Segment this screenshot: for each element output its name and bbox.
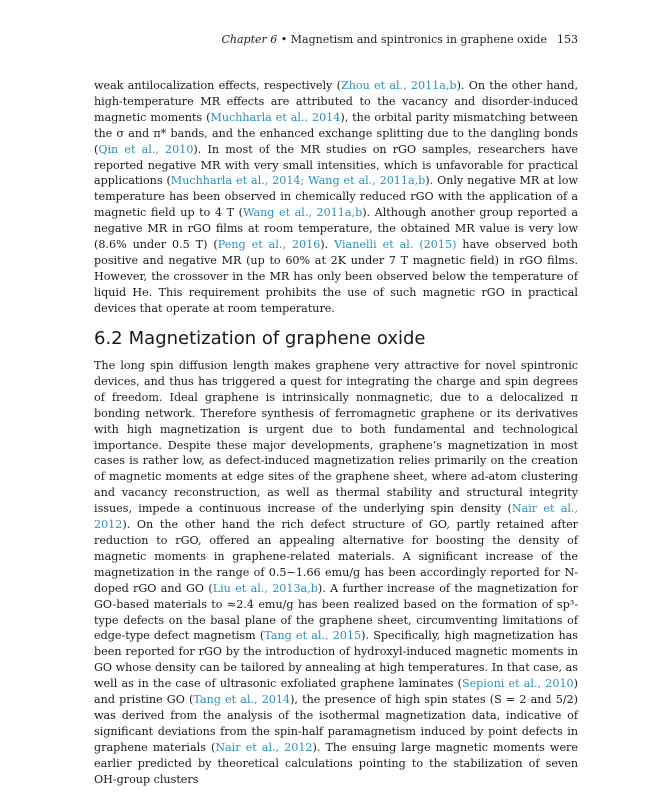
paragraph-text: ). In most of the MR studies on rGO samples, researchers have reported negative MR with very small intensities, which is unfavorable for practical applications ( xyxy=(94,142,578,188)
section-title: Magnetization of graphene oxide xyxy=(128,328,426,349)
paragraph-text: ) and pristine GO ( xyxy=(94,677,578,707)
paragraph-text: ). On the other hand, high-temperature MR effects are attributed to the vacancy and disorder-induced magnetic moments ( xyxy=(94,79,578,124)
citation-link[interactable]: Sepioni et al., 2010 xyxy=(461,677,574,691)
citation-link[interactable]: Vianelli et al. (2015) xyxy=(334,238,457,252)
paragraph-text: have observed both positive and negative MR (up to 60% at 2K under 7 T magnetic field) in rGO films. However, the crossover in the MR has only been observed below the temperature of liquid He. This requirement prohibits the use of such magnetic rGO in practical devices that operate at room temperature. xyxy=(94,238,579,315)
paragraph-text: The long spin diffusion length makes graphene very attractive for novel spintronic devices, and thus has triggered a quest for integrating the charge and spin degrees of freedom. Ideal graphene is intrinsically nonmagnetic, due to a delocalized π bonding network. Therefore synthesis of ferromagnetic graphene or its derivatives with high magnetization is urgent due to both fundamental and technological importance. Despite these major developments, graphene’s magnetization in most cases is rather low, as defect-induced magnetization relies primarily on the creation of magnetic moments at edge sites of the graphene sheet, where ad-atom clustering and vacancy reconstruction, as well as thermal stability and structural integrity issues, impede a continuous increase of the underlying spin density ( xyxy=(94,359,578,516)
chapter-label: Chapter 6 xyxy=(221,33,278,46)
citation-link[interactable]: Liu et al., 2013a,b xyxy=(212,581,318,595)
citation-link[interactable]: Muchharla et al., 2014 xyxy=(210,110,341,124)
citation-link[interactable]: Peng et al., 2016 xyxy=(217,238,321,252)
section-heading xyxy=(94,328,426,350)
citation-link[interactable]: Tang et al., 2015 xyxy=(264,629,362,643)
citation-link[interactable]: Zhou et al., 2011a,b xyxy=(340,79,457,92)
chapter-title: Magnetism and spintronics in graphene oxide xyxy=(290,33,547,46)
paragraph-text: ). The ensuing large magnetic moments were earlier predicted by theoretical calculations pointing to the stabilization of seven OH-group clusters xyxy=(94,740,578,786)
page-number: 153 xyxy=(557,33,578,46)
citation-link[interactable]: Wang et al., 2011a,b xyxy=(242,206,363,220)
section-number: 6.2 xyxy=(94,328,123,349)
paragraph-text: ), the orbital parity mismatching between the σ and π* bands, and the enhanced exchange splitting due to the dangling bonds ( xyxy=(94,110,578,156)
paragraph-text: ). A further increase of the magnetization for GO-based materials to ≈2.4 emu/g has been realized based on the formation of sp³-type defects on the basal plane of the graphene sheet, circumventing limitations of edge-type defect magnetism ( xyxy=(94,581,579,643)
citation-link[interactable]: Nair et al., 2012 xyxy=(215,740,313,754)
running-header xyxy=(94,33,578,46)
paragraph-text: ). Only negative MR at low temperature has been observed in chemically reduced rGO with the application of a magnetic field up to 4 T ( xyxy=(94,174,578,220)
paragraph-text: weak antilocalization effects, respectively ( xyxy=(94,79,341,92)
paragraph-text: ). Although another group reported a negative MR in rGO films at room temperature, the obtained MR value is very low (8.6% under 0.5 T) ( xyxy=(94,206,578,252)
citation-link[interactable]: Nair et al., 2012 xyxy=(94,502,579,532)
body-paragraph-1 xyxy=(94,78,578,317)
paragraph-text: ). xyxy=(320,238,335,252)
paragraph-text: ). Specifically, high magnetization has been reported for rGO by the introduction of hydroxyl-induced magnetic moments in GO whose density can be tailored by annealing at high temperatures. In that case, as well as in the case of ultrasonic exfoliated graphene laminates ( xyxy=(94,629,578,691)
body-paragraph-2 xyxy=(94,358,578,787)
citation-link[interactable]: Qin et al., 2010 xyxy=(98,142,194,156)
header-separator: • xyxy=(277,33,291,46)
paragraph-text: ). On the other hand the rich defect structure of GO, partly retained after reduction to rGO, offered an appealing alternative for boosting the density of magnetic moments in graphene-related materials. A significant increase of the magnetization in the range of 0.5−1.66 emu/g has been accordingly reported for N-doped rGO and GO ( xyxy=(94,518,578,595)
citation-link[interactable]: Muchharla et al., 2014; Wang et al., 2011a,b xyxy=(170,174,426,188)
paragraph-text: ), the presence of high spin states (S = 2 and 5/2) was derived from the analysis of the isothermal magnetization data, indicative of significant deviations from the spin-half paramagnetism induced by point defects in graphene materials ( xyxy=(94,693,579,754)
citation-link[interactable]: Tang et al., 2014 xyxy=(193,693,291,707)
